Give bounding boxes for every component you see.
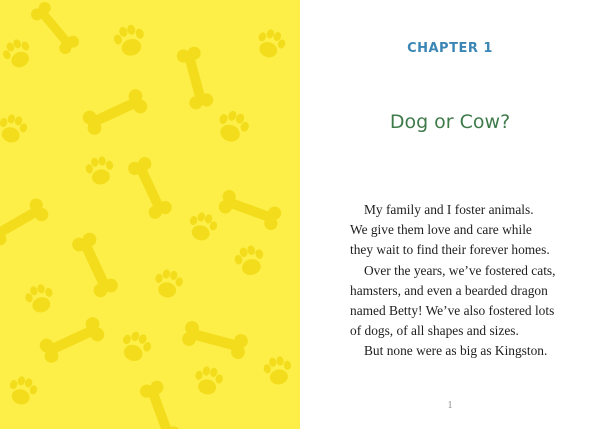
paw-print-icon	[0, 35, 36, 72]
chapter-label: CHAPTER 1	[407, 41, 493, 56]
paw-print-icon	[111, 22, 148, 59]
text-line: My family and I foster animals.	[364, 202, 534, 217]
paw-print-icon	[232, 243, 268, 279]
paw-print-icon	[253, 26, 288, 61]
paw-print-icon	[152, 268, 184, 300]
right-page	[300, 0, 600, 429]
text-line: of dogs, of all shapes and sizes.	[350, 323, 519, 339]
bone-icon	[126, 155, 174, 221]
text-line: they wait to find their forever homes.	[350, 242, 550, 258]
paw-print-icon	[23, 282, 57, 316]
paragraph	[350, 341, 590, 361]
bone-icon	[80, 87, 149, 137]
paw-print-icon	[186, 210, 220, 244]
paw-print-icon	[213, 107, 252, 146]
chapter-body-text	[350, 200, 590, 362]
paw-print-icon	[0, 112, 30, 146]
text-line: We give them love and care while	[350, 222, 532, 238]
paw-print-icon	[84, 155, 116, 187]
text-line: But none were as big as Kingston.	[364, 343, 548, 359]
paw-print-icon	[117, 328, 154, 365]
bone-icon	[29, 0, 82, 57]
text-line: Over the years, we’ve fostered cats,	[364, 262, 556, 278]
bone-icon	[138, 379, 182, 429]
bone-icon	[70, 230, 120, 299]
text-line: hamsters, and even a bearded dragon	[350, 282, 548, 298]
bone-icon	[37, 315, 106, 365]
chapter-title: Dog or Cow?	[389, 111, 511, 133]
paw-print-icon	[6, 374, 40, 408]
text-line: named Betty! We’ve also fostered lots	[350, 303, 555, 319]
paragraph	[350, 200, 590, 220]
paw-print-icon	[262, 355, 294, 387]
bone-icon	[217, 188, 283, 232]
paragraph	[350, 261, 590, 281]
paw-print-icon	[192, 365, 224, 397]
page-number: 1	[447, 400, 453, 411]
bone-icon	[181, 319, 250, 360]
bone-icon	[175, 45, 214, 111]
bone-icon	[0, 196, 51, 248]
